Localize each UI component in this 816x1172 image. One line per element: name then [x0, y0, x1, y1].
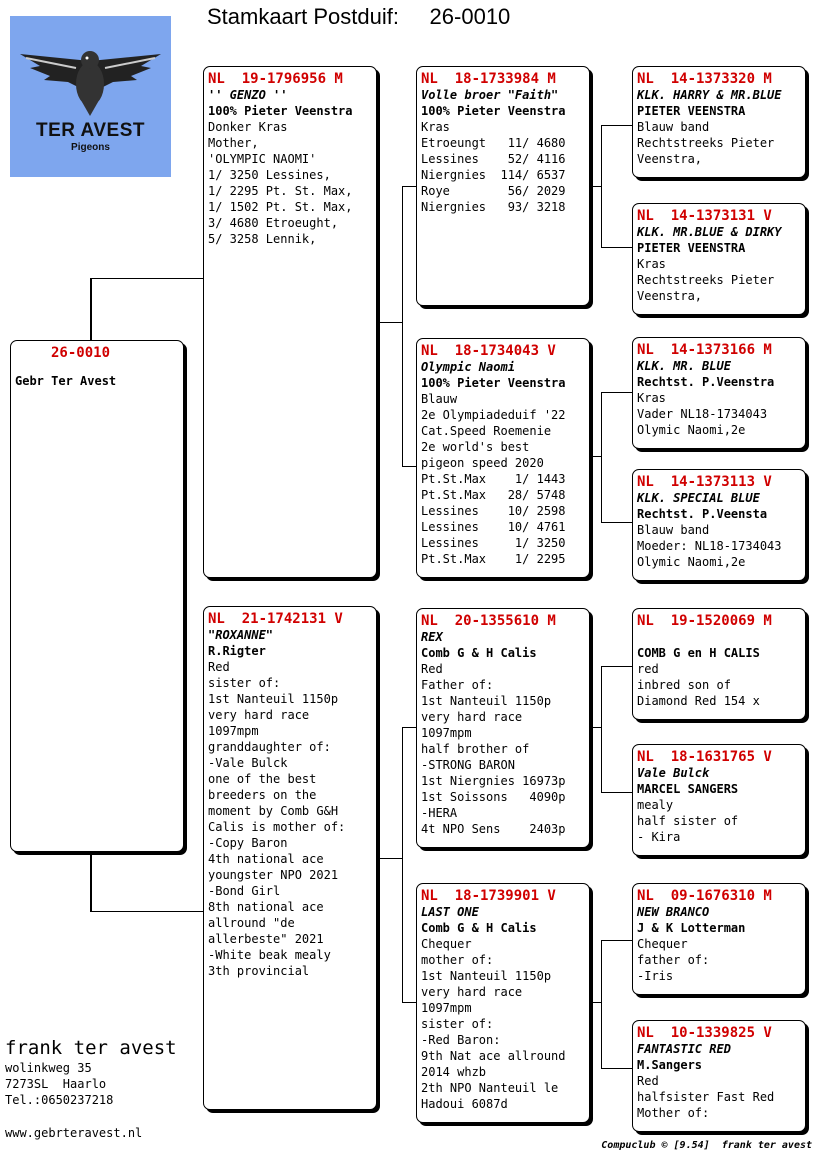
dss-card	[632, 608, 806, 720]
connector	[402, 186, 403, 466]
ring-number: NL 14-1373113 V	[637, 474, 772, 490]
info-line: Rechtstreeks Pieter	[637, 273, 775, 287]
info-line: 1st Nanteuil 1150p	[421, 694, 552, 708]
subject-card	[10, 340, 184, 852]
info-line: Pt.St.Max 28/ 5748	[421, 488, 566, 502]
owner-city: 7273SL Haarlo	[5, 1077, 107, 1091]
breeder-name: COMB G en H CALIS	[637, 646, 760, 660]
connector	[601, 940, 602, 1068]
info-line: mealy	[637, 798, 674, 812]
ssd-card	[632, 203, 806, 315]
ring-number: NL 14-1373320 M	[637, 71, 772, 87]
info-line: sister of:	[421, 1017, 494, 1031]
info-line: 3/ 4680 Etroeught,	[208, 216, 339, 230]
info-line: -Bond Girl	[208, 884, 281, 898]
sdd-card	[632, 469, 806, 581]
connector	[90, 852, 92, 912]
info-line: Red	[208, 660, 230, 674]
breeder-name: 100% Pieter Veenstra	[421, 104, 566, 118]
info-line: moment by Comb G&H	[208, 804, 339, 818]
connector	[402, 727, 403, 1002]
pigeon-logo-icon	[10, 16, 171, 126]
ring-number: NL 19-1796956 M	[208, 71, 343, 87]
info-line: 1097mpm	[208, 724, 259, 738]
ddd-card	[632, 1020, 806, 1132]
info-line: 1/ 3250 Lessines,	[208, 168, 331, 182]
owner-label: Gebr Ter Avest	[15, 374, 117, 388]
info-line: -HERA	[421, 806, 458, 820]
owner-name: frank ter avest	[5, 1037, 177, 1059]
info-line: Olymic Naomi,2e	[637, 423, 746, 437]
info-line: 1st Soissons 4090p	[421, 790, 566, 804]
connector	[402, 1002, 417, 1003]
connector	[402, 186, 417, 187]
ring-number: NL 14-1373166 M	[637, 342, 772, 358]
connector	[376, 322, 402, 323]
info-line: half sister of	[637, 814, 739, 828]
breeder-name: 100% Pieter Veenstra	[208, 104, 353, 118]
breeder-name: 100% Pieter Veenstra	[421, 376, 566, 390]
info-line: 1097mpm	[421, 726, 472, 740]
connector	[601, 125, 633, 126]
info-line: Chequer	[637, 937, 688, 951]
info-line: Olymic Naomi,2e	[637, 555, 746, 569]
pigeon-name: KLK. MR.BLUE & DIRKY	[637, 225, 782, 239]
ring-number: 26-0010	[51, 345, 111, 361]
ring-number: NL 20-1355610 M	[421, 613, 556, 629]
ring-number: NL 18-1739901 V	[421, 888, 556, 904]
info-line: very hard race	[421, 985, 523, 999]
info-line: -Vale Bulck	[208, 756, 288, 770]
breeder-name: MARCEL SANGERS	[637, 782, 739, 796]
info-line: 5/ 3258 Lennik,	[208, 232, 317, 246]
sire-card	[203, 66, 377, 578]
pigeon-name: Vale Bulck	[637, 766, 710, 780]
sire-dam-card	[416, 338, 590, 578]
info-line: Etroeungt 11/ 4680	[421, 136, 566, 150]
info-line: 1/ 1502 Pt. St. Max,	[208, 200, 353, 214]
info-line: - Kira	[637, 830, 681, 844]
breeder-name: PIETER VEENSTRA	[637, 241, 746, 255]
info-line: Lessines 1/ 3250	[421, 536, 566, 550]
info-line: Chequer	[421, 937, 472, 951]
info-line: Blauw band	[637, 120, 710, 134]
connector	[90, 278, 92, 340]
sss-card	[632, 66, 806, 178]
info-line: Pt.St.Max 1/ 1443	[421, 472, 566, 486]
ring-number: NL 18-1734043 V	[421, 343, 556, 359]
info-line: Rechtstreeks Pieter	[637, 136, 775, 150]
info-line: -Red Baron:	[421, 1033, 501, 1047]
info-line: Roye 56/ 2029	[421, 184, 566, 198]
info-line: Moeder: NL18-1734043	[637, 539, 782, 553]
title-label: Stamkaart Postduif:	[207, 4, 399, 29]
info-line: -Copy Baron	[208, 836, 288, 850]
connector	[90, 911, 204, 912]
info-line: Veenstra,	[637, 152, 703, 166]
info-line: Father of:	[421, 678, 494, 692]
sds-card	[632, 337, 806, 449]
info-line: allerbeste" 2021	[208, 932, 324, 946]
connector	[601, 125, 602, 247]
info-line: -Iris	[637, 969, 674, 983]
dam-sire-card	[416, 608, 590, 848]
info-line: Cat.Speed Roemenie	[421, 424, 552, 438]
info-line: Lessines 10/ 4761	[421, 520, 566, 534]
info-line: 4th national ace	[208, 852, 324, 866]
pigeon-name: LAST ONE	[421, 905, 479, 919]
breeder-name: R.Rigter	[208, 644, 266, 658]
info-line: 1st Nanteuil 1150p	[208, 692, 339, 706]
info-line: Hadoui 6087d	[421, 1097, 508, 1111]
info-line: Kras	[637, 257, 666, 271]
breeder-name: Rechtst. P.Veenstra	[637, 375, 775, 389]
info-line: mother of:	[421, 953, 494, 967]
info-line: 1/ 2295 Pt. St. Max,	[208, 184, 353, 198]
ring-number: NL 18-1631765 V	[637, 749, 772, 765]
info-line: youngster NPO 2021	[208, 868, 339, 882]
footer-credit: Compuclub © [9.54] frank ter avest	[601, 1140, 812, 1151]
info-line: Niergnies 114/ 6537	[421, 168, 566, 182]
breeder-name: J & K Lotterman	[637, 921, 746, 935]
connector	[90, 278, 204, 279]
info-line: Mother of:	[637, 1106, 710, 1120]
pigeon-name: KLK. HARRY & MR.BLUE	[637, 88, 782, 102]
info-line: 2e world's best	[421, 440, 530, 454]
ring-number: NL 09-1676310 M	[637, 888, 772, 904]
info-line: breeders on the	[208, 788, 317, 802]
dam-card	[203, 606, 377, 1110]
info-line: pigeon speed 2020	[421, 456, 544, 470]
info-line: Lessines 10/ 2598	[421, 504, 566, 518]
dds-card	[632, 883, 806, 995]
ring-number: NL 21-1742131 V	[208, 611, 343, 627]
info-line: very hard race	[421, 710, 523, 724]
info-line: -White beak mealy	[208, 948, 331, 962]
ring-number: NL 19-1520069 M	[637, 613, 772, 629]
info-line: halfsister Fast Red	[637, 1090, 775, 1104]
info-line: Veenstra,	[637, 289, 703, 303]
info-line: 9th Nat ace allround	[421, 1049, 566, 1063]
info-line: red	[637, 662, 659, 676]
pigeon-name: FANTASTIC RED	[637, 1042, 731, 1056]
info-line: 1097mpm	[421, 1001, 472, 1015]
info-line: inbred son of	[637, 678, 731, 692]
logo	[10, 16, 171, 177]
info-line: granddaughter of:	[208, 740, 331, 754]
pigeon-name: REX	[421, 630, 443, 644]
connector	[376, 858, 402, 859]
connector	[601, 792, 633, 793]
owner-phone: Tel.:0650237218	[5, 1093, 114, 1107]
info-line: 8th national ace	[208, 900, 324, 914]
info-line: -STRONG BARON	[421, 758, 515, 772]
info-line: 2014 whzb	[421, 1065, 487, 1079]
ring-number: NL 14-1373131 V	[637, 208, 772, 224]
info-line: Blauw band	[637, 523, 710, 537]
breeder-name: Rechtst. P.Veensta	[637, 507, 768, 521]
sire-sire-card	[416, 66, 590, 306]
info-line: one of the best	[208, 772, 317, 786]
info-line: 1st Niergnies 16973p	[421, 774, 566, 788]
connector	[601, 940, 633, 941]
info-line: Kras	[637, 391, 666, 405]
connector	[601, 522, 633, 523]
owner-street: wolinkweg 35	[5, 1061, 92, 1075]
title-ring-number: 26-0010	[429, 4, 511, 29]
logo-text: TER AVEST	[35, 120, 145, 141]
dam-dam-card	[416, 883, 590, 1123]
info-line: father of:	[637, 953, 710, 967]
info-line: Pt.St.Max 1/ 2295	[421, 552, 566, 566]
info-line: 1st Nanteuil 1150p	[421, 969, 552, 983]
info-line: Red	[637, 1074, 659, 1088]
breeder-name: M.Sangers	[637, 1058, 703, 1072]
info-line: allround "de	[208, 916, 295, 930]
ring-number: NL 18-1733984 M	[421, 71, 556, 87]
pigeon-name: '' GENZO ''	[208, 88, 288, 102]
connector	[601, 666, 602, 792]
pigeon-name: NEW BRANCO	[637, 905, 710, 919]
connector	[402, 727, 417, 728]
info-line: Calis is mother of:	[208, 820, 346, 834]
info-line: 2th NPO Nanteuil le	[421, 1081, 559, 1095]
connector	[601, 392, 633, 393]
pigeon-name: Olympic Naomi	[421, 360, 515, 374]
website-link[interactable]: www.gebrteravest.nl	[5, 1126, 143, 1140]
connector	[601, 666, 633, 667]
info-line: half brother of	[421, 742, 530, 756]
info-line: 'OLYMPIC NAOMI'	[208, 152, 317, 166]
page-title	[207, 4, 510, 30]
info-line: 4t NPO Sens 2403p	[421, 822, 566, 836]
info-line: Blauw	[421, 392, 458, 406]
dsd-card	[632, 744, 806, 856]
info-line: Mother,	[208, 136, 259, 150]
pigeon-name: "ROXANNE"	[208, 628, 274, 642]
pigeon-name: KLK. SPECIAL BLUE	[637, 491, 760, 505]
info-line: Diamond Red 154 x	[637, 694, 760, 708]
breeder-name: Comb G & H Calis	[421, 646, 537, 660]
info-line: Vader NL18-1734043	[637, 407, 768, 421]
pigeon-name: KLK. MR. BLUE	[637, 359, 731, 373]
breeder-name: Comb G & H Calis	[421, 921, 537, 935]
info-line: Red	[421, 662, 443, 676]
logo-subtext: Pigeons	[71, 142, 110, 153]
info-line: sister of:	[208, 676, 281, 690]
connector	[601, 247, 633, 248]
info-line: Kras	[421, 120, 450, 134]
connector	[601, 392, 602, 522]
breeder-name: PIETER VEENSTRA	[637, 104, 746, 118]
info-line: 2e Olympiadeduif '22	[421, 408, 566, 422]
pigeon-name: Volle broer "Faith"	[421, 88, 559, 102]
ring-number: NL 10-1339825 V	[637, 1025, 772, 1041]
info-line: 3th provincial	[208, 964, 310, 978]
info-line: Donker Kras	[208, 120, 288, 134]
info-line: Lessines 52/ 4116	[421, 152, 566, 166]
info-line: very hard race	[208, 708, 310, 722]
connector	[601, 1068, 633, 1069]
connector	[402, 466, 417, 467]
info-line: Niergnies 93/ 3218	[421, 200, 566, 214]
